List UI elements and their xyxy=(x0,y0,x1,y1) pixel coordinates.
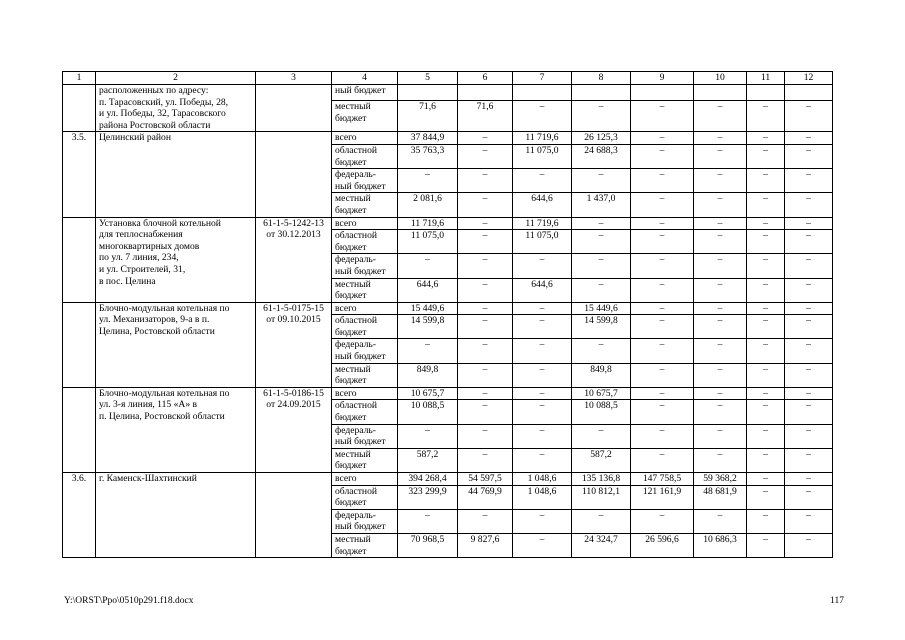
value-cell: – xyxy=(747,217,785,230)
value-cell: 10 675,7 xyxy=(572,387,631,400)
value-cell: – xyxy=(572,230,631,254)
table-row xyxy=(63,302,833,315)
value-cell: – xyxy=(631,254,694,278)
value-cell: 37 844,9 xyxy=(398,132,458,145)
value-cell: – xyxy=(694,387,747,400)
value-cell: 11 719,6 xyxy=(398,217,458,230)
value-cell: 11 075,0 xyxy=(398,230,458,254)
value-cell: – xyxy=(785,400,833,424)
value-cell: – xyxy=(572,217,631,230)
value-cell: – xyxy=(785,254,833,278)
header-cell: 11 xyxy=(747,72,785,85)
value-cell: 11 075,0 xyxy=(513,230,572,254)
value-cell: – xyxy=(694,169,747,193)
value-cell: – xyxy=(398,509,458,533)
value-cell: 70 968,5 xyxy=(398,533,458,557)
value-cell: – xyxy=(785,339,833,363)
value-cell: – xyxy=(785,485,833,509)
value-cell: – xyxy=(694,254,747,278)
value-cell: – xyxy=(513,339,572,363)
value-cell: – xyxy=(694,217,747,230)
value-cell: – xyxy=(513,363,572,387)
value-cell: 14 599,8 xyxy=(572,315,631,339)
header-cell: 10 xyxy=(694,72,747,85)
value-cell xyxy=(572,85,631,101)
value-cell: – xyxy=(458,230,513,254)
value-cell: – xyxy=(398,254,458,278)
value-cell: – xyxy=(458,169,513,193)
section-number xyxy=(63,302,96,387)
value-cell: – xyxy=(747,230,785,254)
value-cell: – xyxy=(747,315,785,339)
header-row xyxy=(63,72,833,85)
expertise-code: 61-1-5-0186-15 от 24.09.2015 xyxy=(256,387,332,472)
value-cell: 26 596,6 xyxy=(631,533,694,557)
value-cell: – xyxy=(513,509,572,533)
value-cell: – xyxy=(513,448,572,472)
value-cell: – xyxy=(572,254,631,278)
value-cell: 9 827,6 xyxy=(458,533,513,557)
section-number: 3.5. xyxy=(63,132,96,217)
value-cell: – xyxy=(458,315,513,339)
value-cell: – xyxy=(747,473,785,486)
value-cell: – xyxy=(747,302,785,315)
value-cell: – xyxy=(631,132,694,145)
value-cell: – xyxy=(513,315,572,339)
value-cell: – xyxy=(747,424,785,448)
value-cell: – xyxy=(785,509,833,533)
value-cell: – xyxy=(458,448,513,472)
value-cell: 323 299,9 xyxy=(398,485,458,509)
value-cell: 35 763,3 xyxy=(398,144,458,168)
value-cell: – xyxy=(631,101,694,132)
value-cell: – xyxy=(694,424,747,448)
header-cell: 12 xyxy=(785,72,833,85)
value-cell: – xyxy=(631,302,694,315)
value-cell: – xyxy=(694,193,747,217)
value-cell: – xyxy=(785,144,833,168)
value-cell: – xyxy=(458,424,513,448)
value-cell: – xyxy=(785,473,833,486)
value-cell: – xyxy=(631,193,694,217)
value-cell: 849,8 xyxy=(398,363,458,387)
budget-source: местный бюджет xyxy=(332,193,398,217)
value-cell: – xyxy=(458,387,513,400)
value-cell: – xyxy=(785,533,833,557)
expertise-code xyxy=(256,473,332,558)
value-cell: – xyxy=(398,424,458,448)
budget-source: областной бюджет xyxy=(332,315,398,339)
value-cell: 44 769,9 xyxy=(458,485,513,509)
value-cell: – xyxy=(785,169,833,193)
header-cell: 1 xyxy=(63,72,96,85)
value-cell: – xyxy=(631,278,694,302)
budget-source: областной бюджет xyxy=(332,230,398,254)
table-row xyxy=(63,85,833,101)
budget-source: местный бюджет xyxy=(332,448,398,472)
value-cell: – xyxy=(694,302,747,315)
value-cell: – xyxy=(631,424,694,448)
budget-source: федераль- ный бюджет xyxy=(332,424,398,448)
header-cell: 2 xyxy=(96,72,256,85)
value-cell xyxy=(513,85,572,101)
budget-source: местный бюджет xyxy=(332,278,398,302)
value-cell: – xyxy=(785,363,833,387)
value-cell: – xyxy=(513,302,572,315)
value-cell: – xyxy=(458,278,513,302)
expertise-code: 61-1-5-0175-15 от 09.10.2015 xyxy=(256,302,332,387)
value-cell: – xyxy=(572,101,631,132)
value-cell: 587,2 xyxy=(398,448,458,472)
value-cell: – xyxy=(694,132,747,145)
value-cell: 15 449,6 xyxy=(572,302,631,315)
budget-source: местный бюджет xyxy=(332,533,398,557)
value-cell: 24 688,3 xyxy=(572,144,631,168)
value-cell: – xyxy=(747,339,785,363)
value-cell: – xyxy=(513,254,572,278)
value-cell: – xyxy=(785,132,833,145)
value-cell: – xyxy=(694,400,747,424)
object-name: г. Каменск-Шахтинский xyxy=(96,473,256,558)
value-cell xyxy=(398,85,458,101)
value-cell: – xyxy=(513,533,572,557)
value-cell: 644,6 xyxy=(513,193,572,217)
value-cell: – xyxy=(513,169,572,193)
value-cell: – xyxy=(513,101,572,132)
value-cell: – xyxy=(513,400,572,424)
value-cell xyxy=(694,85,747,101)
budget-source: федераль- ный бюджет xyxy=(332,169,398,193)
object-name: Блочно-модульная котельная по ул. Механизаторов, 9-а в п. Целина, Ростовской области xyxy=(96,302,256,387)
header-cell: 7 xyxy=(513,72,572,85)
value-cell: 10 088,5 xyxy=(398,400,458,424)
value-cell: – xyxy=(513,387,572,400)
value-cell: – xyxy=(694,339,747,363)
value-cell: – xyxy=(631,509,694,533)
budget-source: федераль- ный бюджет xyxy=(332,254,398,278)
value-cell: – xyxy=(458,302,513,315)
value-cell: – xyxy=(785,278,833,302)
header-cell: 8 xyxy=(572,72,631,85)
footer-file-path: Y:\ORST\Ppo\0510p291.f18.docx xyxy=(64,596,194,606)
value-cell: – xyxy=(694,363,747,387)
value-cell: – xyxy=(694,101,747,132)
header-cell: 6 xyxy=(458,72,513,85)
value-cell: – xyxy=(747,193,785,217)
value-cell: – xyxy=(785,424,833,448)
value-cell: – xyxy=(458,132,513,145)
section-number xyxy=(63,217,96,302)
value-cell: – xyxy=(458,363,513,387)
header-cell: 4 xyxy=(332,72,398,85)
value-cell: – xyxy=(747,363,785,387)
value-cell: 48 681,9 xyxy=(694,485,747,509)
value-cell: – xyxy=(694,278,747,302)
budget-source: местный бюджет xyxy=(332,363,398,387)
value-cell: – xyxy=(631,339,694,363)
value-cell xyxy=(785,85,833,101)
value-cell: – xyxy=(747,509,785,533)
object-name: Блочно-модульная котельная по ул. 3-я линия, 115 «А» в п. Целина, Ростовской области xyxy=(96,387,256,472)
value-cell: – xyxy=(631,315,694,339)
value-cell: 11 075,0 xyxy=(513,144,572,168)
value-cell: – xyxy=(631,169,694,193)
header-cell: 5 xyxy=(398,72,458,85)
value-cell: 394 268,4 xyxy=(398,473,458,486)
value-cell: – xyxy=(631,144,694,168)
budget-source: всего xyxy=(332,473,398,486)
budget-source: областной бюджет xyxy=(332,485,398,509)
value-cell: – xyxy=(747,485,785,509)
value-cell: 135 136,8 xyxy=(572,473,631,486)
value-cell: 26 125,3 xyxy=(572,132,631,145)
table-row xyxy=(63,217,833,230)
value-cell: – xyxy=(398,339,458,363)
value-cell: – xyxy=(785,387,833,400)
budget-source: всего xyxy=(332,132,398,145)
value-cell: 10 686,3 xyxy=(694,533,747,557)
value-cell: 1 048,6 xyxy=(513,473,572,486)
expertise-code xyxy=(256,85,332,132)
value-cell: – xyxy=(458,193,513,217)
budget-table xyxy=(62,71,833,558)
value-cell: – xyxy=(572,169,631,193)
value-cell: 1 437,0 xyxy=(572,193,631,217)
value-cell xyxy=(458,85,513,101)
value-cell: – xyxy=(458,509,513,533)
value-cell: – xyxy=(572,339,631,363)
page-number: 117 xyxy=(830,596,844,606)
value-cell: 14 599,8 xyxy=(398,315,458,339)
value-cell: – xyxy=(631,230,694,254)
object-name: расположенных по адресу: п. Тарасовский, ул. Победы, 28, и ул. Победы, 32, Тарасовского района Ростовской области xyxy=(96,85,256,132)
expertise-code xyxy=(256,132,332,217)
value-cell: – xyxy=(785,230,833,254)
value-cell: 24 324,7 xyxy=(572,533,631,557)
value-cell: 71,6 xyxy=(398,101,458,132)
value-cell: 71,6 xyxy=(458,101,513,132)
value-cell: 644,6 xyxy=(398,278,458,302)
value-cell: – xyxy=(458,400,513,424)
value-cell: – xyxy=(572,424,631,448)
object-name: Установка блочной котельной для теплоснабжения многоквартирных домов по ул. 7 линия, 234, и ул. Строителей, 31, в пос. Целина xyxy=(96,217,256,302)
section-number xyxy=(63,85,96,132)
value-cell xyxy=(747,85,785,101)
value-cell: – xyxy=(694,509,747,533)
value-cell: 849,8 xyxy=(572,363,631,387)
value-cell: – xyxy=(785,315,833,339)
budget-source: областной бюджет xyxy=(332,400,398,424)
section-number xyxy=(63,387,96,472)
value-cell: 54 597,5 xyxy=(458,473,513,486)
value-cell: – xyxy=(398,169,458,193)
header-cell: 3 xyxy=(256,72,332,85)
budget-source: областной бюджет xyxy=(332,144,398,168)
value-cell: 11 719,6 xyxy=(513,217,572,230)
value-cell: – xyxy=(631,448,694,472)
budget-source: всего xyxy=(332,217,398,230)
object-name: Целинский район xyxy=(96,132,256,217)
value-cell: – xyxy=(458,144,513,168)
value-cell: – xyxy=(747,144,785,168)
budget-source: федераль- ный бюджет xyxy=(332,339,398,363)
value-cell xyxy=(631,85,694,101)
expertise-code: 61-1-5-1242-13 от 30.12.2013 xyxy=(256,217,332,302)
value-cell: – xyxy=(747,533,785,557)
value-cell: 1 048,6 xyxy=(513,485,572,509)
value-cell: – xyxy=(785,193,833,217)
value-cell: 147 758,5 xyxy=(631,473,694,486)
value-cell: – xyxy=(785,217,833,230)
value-cell: – xyxy=(747,278,785,302)
value-cell: – xyxy=(785,448,833,472)
table-row xyxy=(63,132,833,145)
value-cell: – xyxy=(631,217,694,230)
value-cell: 10 088,5 xyxy=(572,400,631,424)
value-cell: – xyxy=(747,169,785,193)
value-cell: – xyxy=(458,254,513,278)
value-cell: – xyxy=(747,132,785,145)
value-cell: – xyxy=(694,448,747,472)
budget-source: федераль- ный бюджет xyxy=(332,509,398,533)
value-cell: – xyxy=(458,217,513,230)
value-cell: – xyxy=(747,448,785,472)
value-cell: 11 719,6 xyxy=(513,132,572,145)
value-cell: – xyxy=(631,387,694,400)
value-cell: – xyxy=(747,101,785,132)
value-cell: 110 812,1 xyxy=(572,485,631,509)
value-cell: 587,2 xyxy=(572,448,631,472)
value-cell: – xyxy=(785,101,833,132)
budget-source: ный бюджет xyxy=(332,85,398,101)
value-cell: 644,6 xyxy=(513,278,572,302)
budget-source: всего xyxy=(332,302,398,315)
value-cell: – xyxy=(631,363,694,387)
value-cell: 15 449,6 xyxy=(398,302,458,315)
table-row xyxy=(63,387,833,400)
value-cell: – xyxy=(694,315,747,339)
value-cell: – xyxy=(513,424,572,448)
value-cell: – xyxy=(747,387,785,400)
budget-source: местный бюджет xyxy=(332,101,398,132)
value-cell: – xyxy=(747,254,785,278)
budget-source: всего xyxy=(332,387,398,400)
value-cell: 59 368,2 xyxy=(694,473,747,486)
value-cell: – xyxy=(631,400,694,424)
value-cell: – xyxy=(458,339,513,363)
value-cell: – xyxy=(694,230,747,254)
value-cell: 10 675,7 xyxy=(398,387,458,400)
value-cell: 121 161,9 xyxy=(631,485,694,509)
value-cell: – xyxy=(785,302,833,315)
header-cell: 9 xyxy=(631,72,694,85)
value-cell: – xyxy=(572,278,631,302)
value-cell: – xyxy=(694,144,747,168)
value-cell: 2 081,6 xyxy=(398,193,458,217)
section-number: 3.6. xyxy=(63,473,96,558)
value-cell: – xyxy=(572,509,631,533)
value-cell: – xyxy=(747,400,785,424)
table-row xyxy=(63,473,833,486)
